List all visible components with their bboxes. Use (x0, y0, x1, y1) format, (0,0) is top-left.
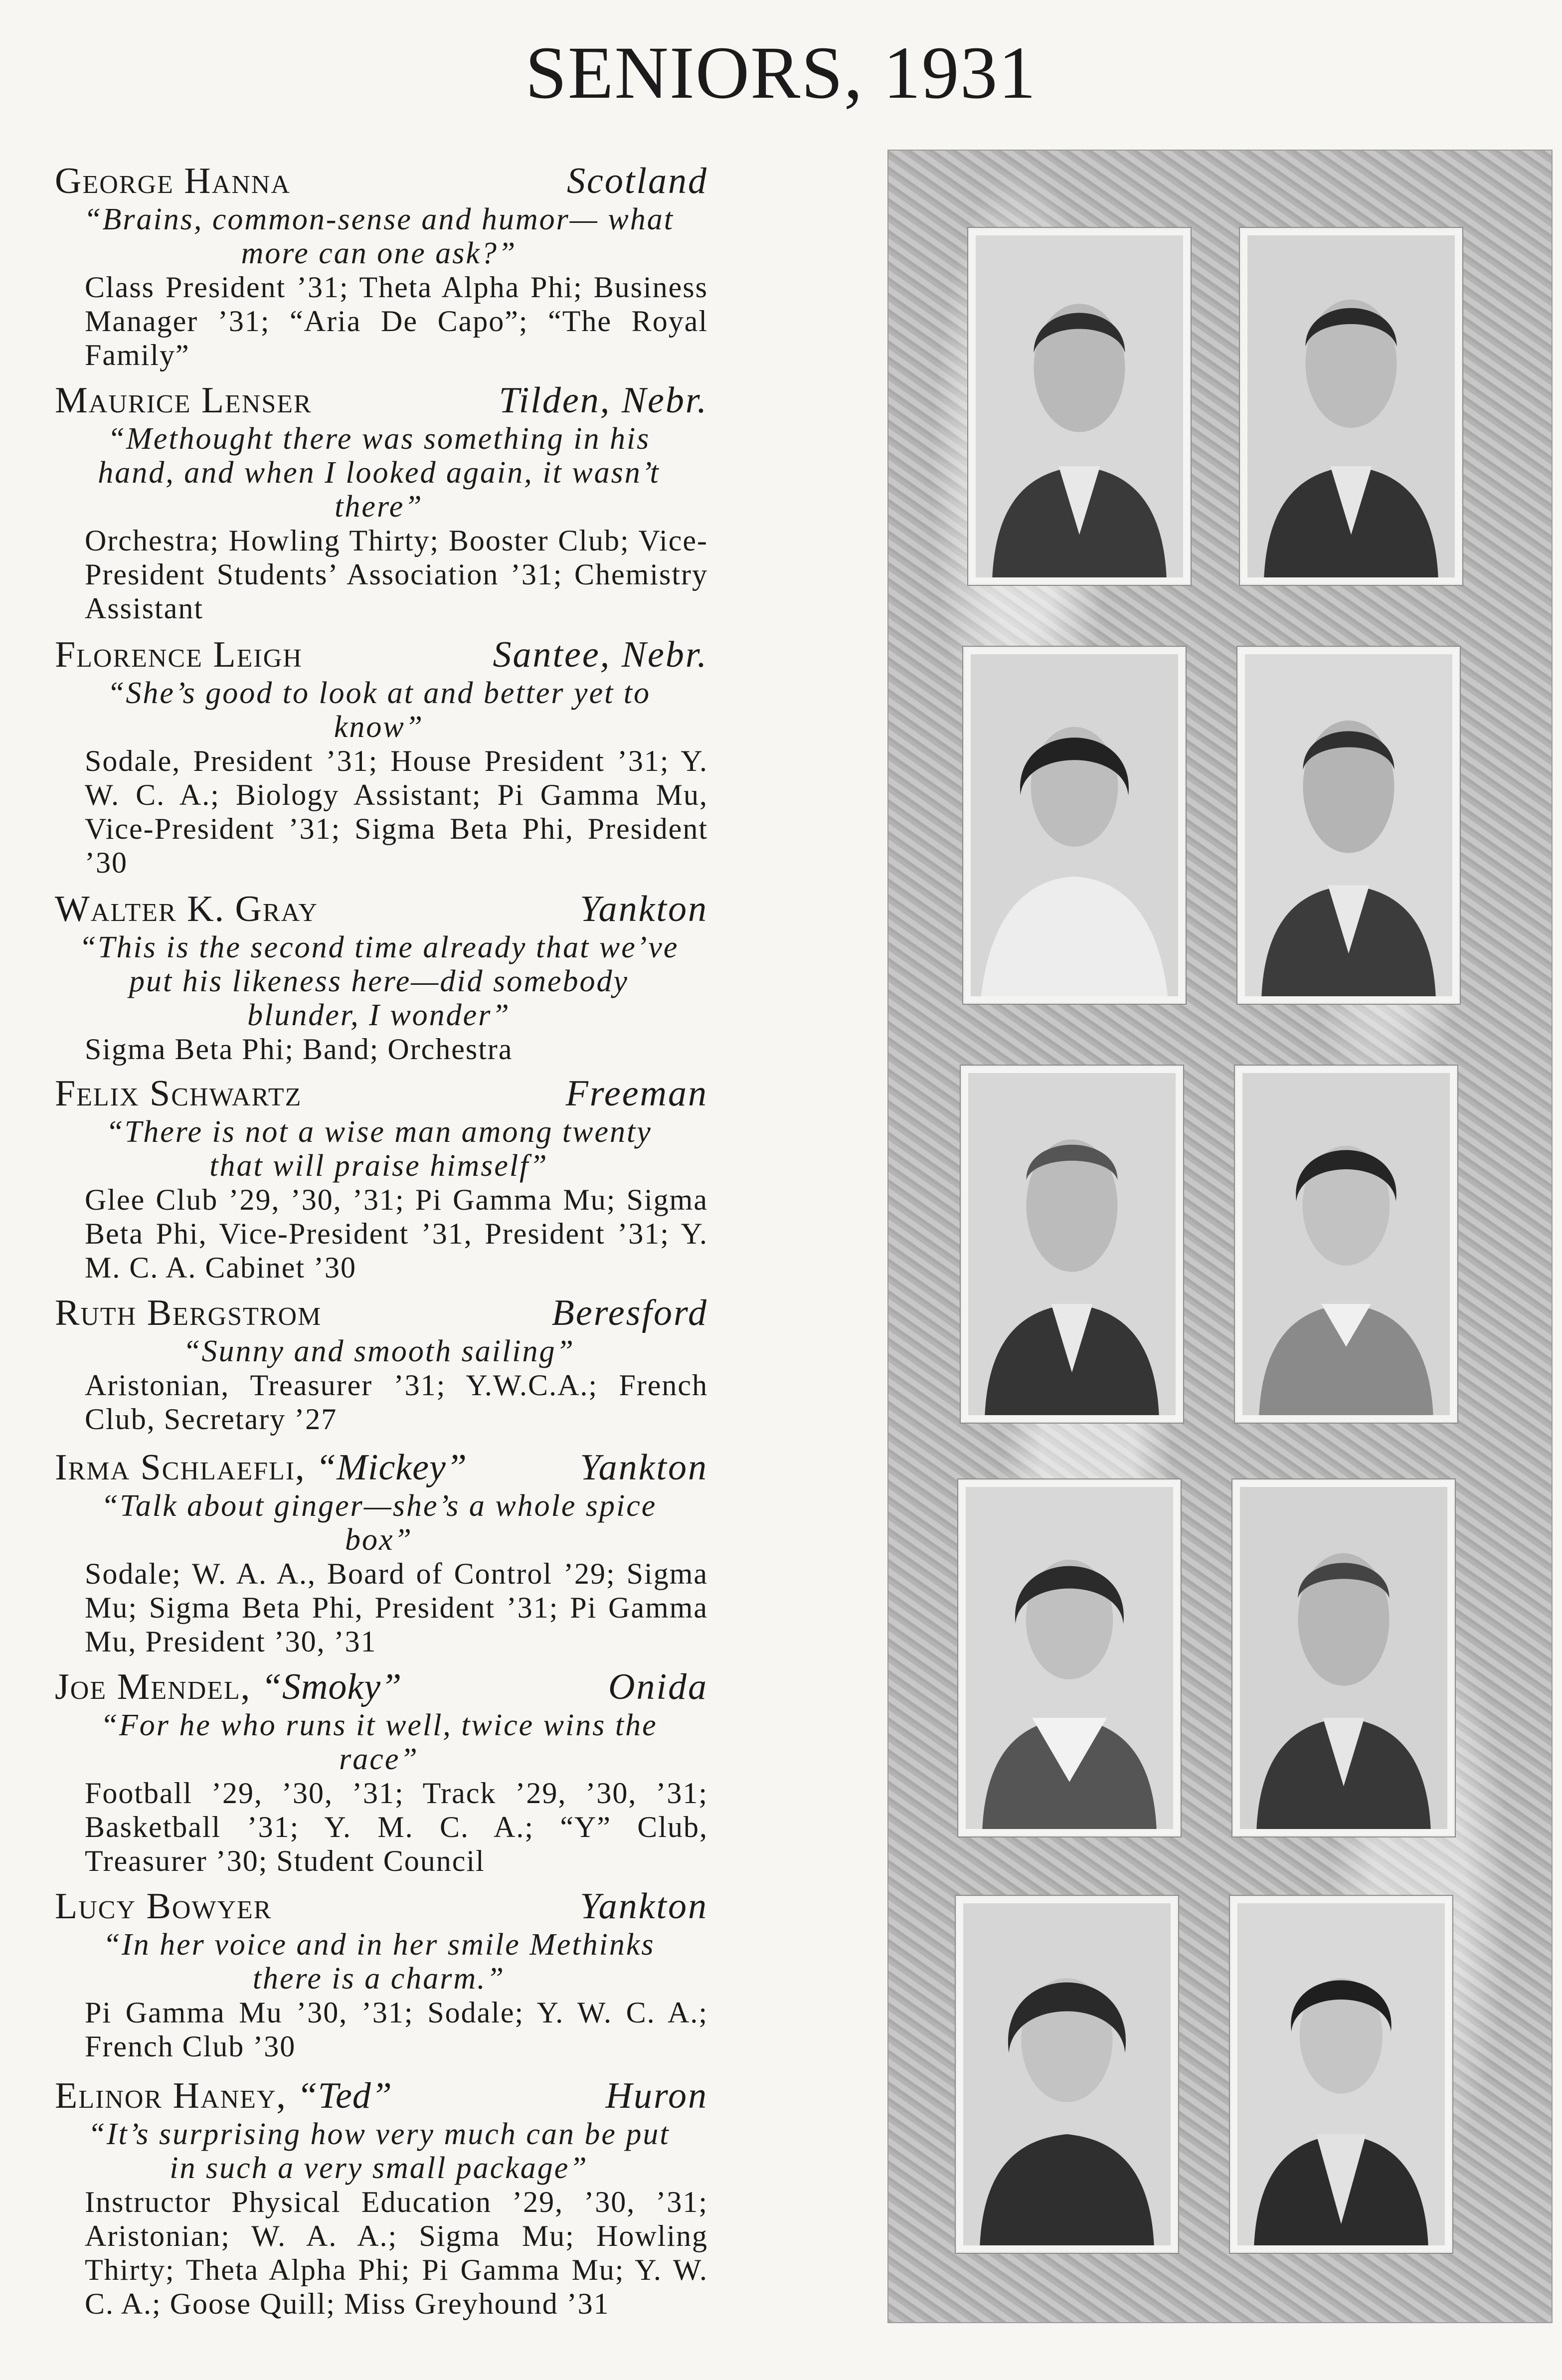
senior-name: Walter K. Gray (55, 889, 318, 929)
portrait-photo (1230, 1896, 1452, 2253)
portrait-photo (958, 1479, 1181, 1836)
senior-activities: Sodale, President ’31; House President ’31; Y. W. C. A.; Biology Assistant; Pi Gamma Mu, Vice-President ’31; Sigma Beta Phi, President ’30 (85, 744, 708, 879)
senior-name: Lucy Bowyer (55, 1886, 272, 1927)
senior-quote: “Talk about ginger—she’s a whole spice box” (101, 1489, 657, 1557)
senior-quote: “This is the second time already that we’ve put his likeness here—did somebody blunder, I wonder” (79, 930, 679, 1032)
portrait-photo (968, 228, 1191, 585)
senior-quote: “There is not a wise man among twenty that will praise himself” (106, 1115, 652, 1183)
senior-name: Florence Leigh (55, 634, 303, 675)
senior-nickname: “Mickey” (316, 1447, 467, 1488)
senior-entry (45, 888, 713, 1066)
senior-name (55, 1446, 467, 1489)
senior-quote: “Brains, common-sense and humor— what more can one ask?” (84, 202, 674, 270)
portrait-silhouette (966, 1487, 1173, 1829)
portrait-photo (956, 1896, 1178, 2253)
senior-name (55, 1665, 402, 1708)
senior-entry (45, 379, 713, 625)
portrait-photo (961, 1066, 1183, 1423)
portrait-silhouette (1242, 1073, 1450, 1415)
senior-name: Felix Schwartz (55, 1073, 302, 1114)
portrait-photo (963, 647, 1186, 1004)
page-title: SENIORS, 1931 (525, 31, 1037, 114)
portrait-silhouette (976, 235, 1183, 577)
senior-hometown: Yankton (580, 889, 708, 929)
senior-hometown: Scotland (567, 161, 708, 201)
portrait-photo (1240, 228, 1462, 585)
senior-entry (45, 1072, 713, 1284)
senior-hometown: Tilden, Nebr. (499, 380, 708, 421)
senior-name-text: Joe Mendel, (55, 1666, 251, 1707)
senior-nickname: “Ted” (297, 2075, 392, 2116)
senior-nickname: “Smoky” (261, 1666, 402, 1707)
senior-entry (45, 1291, 713, 1436)
portrait-photo (1232, 1479, 1455, 1836)
senior-activities: Instructor Physical Education ’29, ’30, ’31; Aristonian; W. A. A.; Sigma Mu; Howling Thirty; Theta Alpha Phi; Pi Gamma Mu; Y. W. C. A.; Goose Quill; Miss Greyhound ’31 (85, 2186, 708, 2320)
portrait-panel (887, 150, 1553, 2323)
senior-entry (45, 1665, 713, 1878)
senior-activities: Aristonian, Treasurer ’31; Y.W.C.A.; French Club, Secretary ’27 (85, 1369, 708, 1436)
senior-hometown: Onida (608, 1666, 708, 1707)
senior-hometown: Santee, Nebr. (493, 634, 708, 675)
portrait-silhouette (963, 1903, 1171, 2245)
senior-activities: Class President ’31; Theta Alpha Phi; Business Manager ’31; “Aria De Capo”; “The Royal Family” (85, 271, 708, 371)
senior-entry (45, 2074, 713, 2321)
senior-name-text: Irma Schlaefli, (55, 1447, 306, 1488)
senior-activities: Orchestra; Howling Thirty; Booster Club; Vice-President Students’ Association ’31; Chemistry Assistant (85, 524, 708, 625)
senior-name: George Hanna (55, 161, 291, 201)
senior-quote: “Methought there was something in his hand, and when I looked again, it wasn’t there” (98, 422, 660, 524)
senior-name: Maurice Lenser (55, 380, 312, 421)
senior-hometown: Huron (605, 2075, 708, 2116)
portrait-silhouette (1245, 654, 1452, 996)
senior-hometown: Freeman (565, 1073, 708, 1114)
portrait-photo (1237, 647, 1460, 1004)
senior-activities: Sodale; W. A. A., Board of Control ’29; Sigma Mu; Sigma Beta Phi, President ’31; Pi Gamma Mu, President ’30, ’31 (85, 1557, 708, 1658)
senior-quote: “For he who runs it well, twice wins the race” (100, 1708, 658, 1776)
senior-activities: Sigma Beta Phi; Band; Orchestra (85, 1033, 513, 1066)
portrait-silhouette (971, 654, 1178, 996)
senior-quote: “It’s surprising how very much can be put in such a very small package” (88, 2117, 670, 2185)
senior-hometown: Yankton (580, 1447, 708, 1488)
senior-entry (45, 1885, 713, 2063)
senior-entry (45, 1446, 713, 1658)
senior-name-text: Elinor Haney, (55, 2075, 287, 2116)
portrait-silhouette (1240, 1487, 1447, 1829)
senior-entry (45, 633, 713, 880)
senior-quote: “She’s good to look at and better yet to know” (107, 676, 651, 744)
portrait-silhouette (1247, 235, 1455, 577)
senior-hometown: Yankton (580, 1886, 708, 1927)
senior-name (55, 2074, 392, 2117)
senior-quote: “Sunny and smooth sailing” (183, 1334, 575, 1368)
senior-entry (45, 160, 713, 372)
senior-name: Ruth Bergstrom (55, 1292, 322, 1333)
senior-hometown: Beresford (551, 1292, 708, 1333)
senior-activities: Glee Club ’29, ’30, ’31; Pi Gamma Mu; Sigma Beta Phi, Vice-President ’31, President ’31; Y. M. C. A. Cabinet ’30 (85, 1183, 708, 1284)
portrait-silhouette (1237, 1903, 1445, 2245)
portrait-photo (1235, 1066, 1457, 1423)
senior-activities: Football ’29, ’30, ’31; Track ’29, ’30, ’31; Basketball ’31; Y. M. C. A.; “Y” Club, Treasurer ’30; Student Council (85, 1777, 708, 1877)
portrait-silhouette (968, 1073, 1176, 1415)
senior-quote: “In her voice and in her smile Methinks there is a charm.” (103, 1928, 655, 1996)
senior-activities: Pi Gamma Mu ’30, ’31; Sodale; Y. W. C. A.; French Club ’30 (85, 1996, 708, 2063)
